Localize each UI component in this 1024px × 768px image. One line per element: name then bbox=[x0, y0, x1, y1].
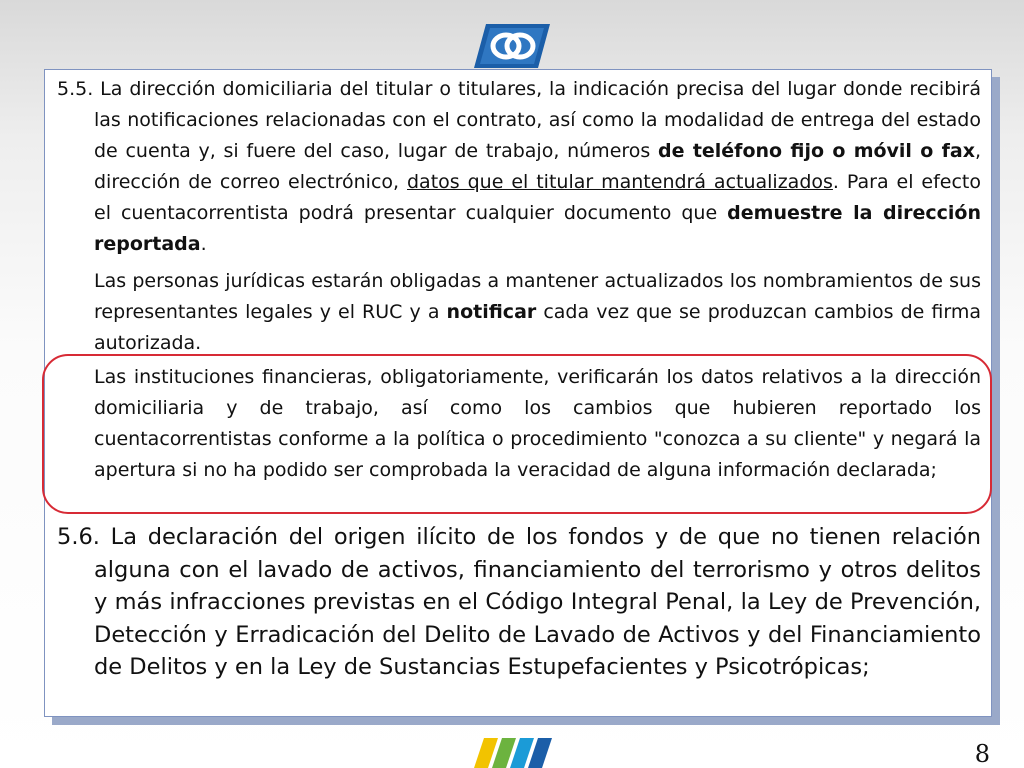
paragraph-5-5: 5.5. La dirección domiciliaria del titular o titulares, la indicación precisa del lugar donde recibirá las notificaciones relacionadas con el contrato, así como la modalidad de entrega del estado de cuenta y, si fuere del caso, lugar de trabajo, números de teléfono fijo o móvil o fax, dirección de correo electrónico, datos que el titular mantendrá actualizados. Para el efecto el cuentacorrentista podrá presentar cualquier documento que demuestre la dirección reportada. bbox=[57, 78, 982, 255]
bold-notify-text: notificar bbox=[446, 301, 537, 323]
paragraph-5-6: 5.6. La declaración del origen ilícito de los fondos y de que no tienen relación alguna con el lavado de activos, financiamiento del terrorismo y otros delitos y más infracciones previstas en el Código Integral Penal, la Ley de Prevención, Detección y Erradicación del Delito de Lavado de Activos y del Financiamiento de Delitos y en la Ley de Sustancias Estupefacientes y Psicotrópicas; bbox=[57, 524, 981, 680]
bold-address-text: demuestre la dirección reportada bbox=[94, 202, 981, 255]
bold-phone-text: de teléfono fijo o móvil o fax bbox=[658, 140, 975, 162]
bank-logo-icon bbox=[472, 20, 552, 72]
paragraph-legal-entities: Las personas jurídicas estarán obligadas a mantener actualizados los nombramientos de sus representantes legales y el RUC y a notificar cada vez que se produzcan cambios de firma autorizada. bbox=[94, 270, 981, 354]
page-number: 8 bbox=[974, 740, 990, 768]
stripes-logo-icon bbox=[474, 738, 554, 768]
paragraph-financial-institutions: Las instituciones financieras, obligatoriamente, verificarán los datos relativos a la dirección domiciliaria y de trabajo, así como los cambios que hubieren reportado los cuentacorrentistas conforme a la política o procedimiento "conozca a su cliente" y negará la apertura si no ha podido ser comprobada la veracidad de alguna información declarada; bbox=[94, 366, 981, 481]
highlight-ring bbox=[42, 354, 992, 514]
underlined-updated-data-text: datos que el titular mantendrá actualizados bbox=[407, 171, 833, 193]
